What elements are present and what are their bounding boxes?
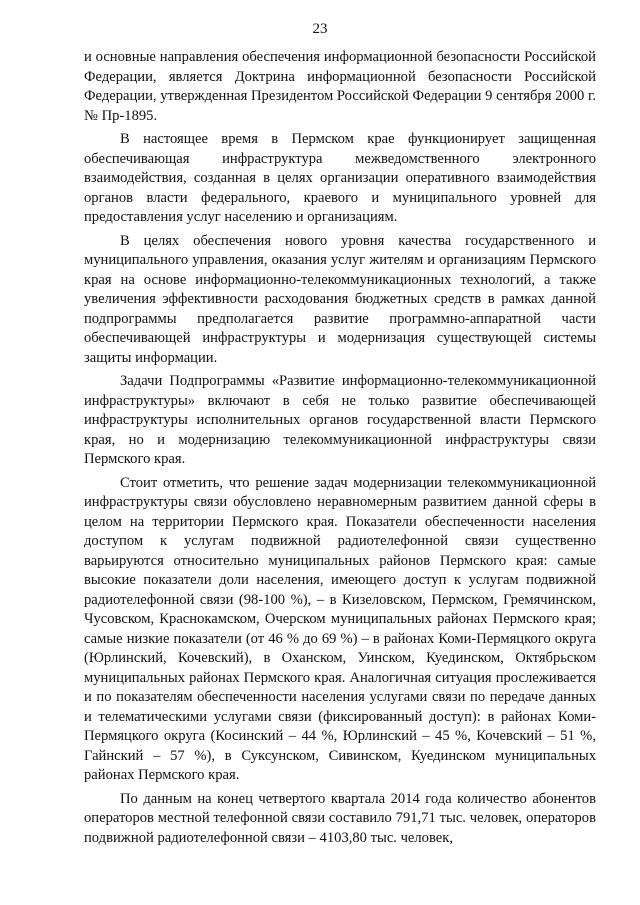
paragraph-2: В настоящее время в Пермском крае функционирует защищенная обеспечивающая инфраструктура межведомственного электронного взаимодействия, созданная в целях организации оперативного взаимодействия органов власти федерального, краевого и муниципального уровней для предоставления услуг населению и организациям. — [84, 131, 596, 225]
paragraph-6: По данным на конец четвертого квартала 2014 года количество абонентов операторов местной телефонной связи составило 791,71 тыс. человек, операторов подвижной радиотелефонной связи – 4103,80 тыс. человек, — [84, 790, 596, 846]
paragraph-5: Стоит отметить, что решение задач модернизации телекоммуникационной инфраструктуры связи обусловлено неравномерным развитием данной сферы в целом на территории Пермского края. Показатели обеспеченности населения доступом к услугам подвижной радиотелефонной связи существенно варьируются относительно муниципальных районов Пермского края: самые высокие показатели доли населения, имеющего доступ к услугам подвижной радиотелефонной связи (98-100 %), – в Кизеловском, Пермском, Гремячинском, Чусовском, Краснокамском, Очерском муниципальных районах Пермского края; самые низкие показатели (от 46 % до 69 %) – в районах Коми-Пермяцкого округа (Юрлинский, Кочевский), в Оханском, Уинском, Куединском, Октябрьском муниципальных районах Пермского края. Аналогичная ситуация прослеживается и по показателям обеспеченности населения услугами связи по передаче данных и телематическими услугами связи (фиксированный доступ): в районах Коми-Пермяцкого округа (Косинский – 44 %, Юрлинский – 45 %, Кочевский – 51 %, Гайнский – 57 %), в Суксунском, Сивинском, Куединском муниципальных районах Пермского края. — [84, 474, 596, 783]
paragraph-3: В целях обеспечения нового уровня качества государственного и муниципального управления, оказания услуг жителям и организациям Пермского края на основе информационно-телекоммуникационных технологий, а также увеличения эффективности расходования бюджетных средств в рамках данной подпрограммы предполагается развитие программно-аппаратной части обеспечивающей инфраструктуры и модернизация существующей системы защиты информации. — [84, 232, 596, 366]
body-text — [84, 48, 596, 852]
paragraph-4: Задачи Подпрограммы «Развитие информационно-телекоммуникационной инфраструктуры» включают в себя не только развитие обеспечивающей инфраструктуры исполнительных органов государственной власти Пермского края, но и модернизацию телекоммуникационной инфраструктуры связи Пермского края. — [84, 373, 596, 467]
paragraph-1: и основные направления обеспечения информационной безопасности Российской Федерации, является Доктрина информационной безопасности Российской Федерации, утвержденная Президентом Российской Федерации 9 сентября 2000 г. № Пр-1895. — [84, 49, 596, 124]
page-number: 23 — [312, 21, 328, 37]
